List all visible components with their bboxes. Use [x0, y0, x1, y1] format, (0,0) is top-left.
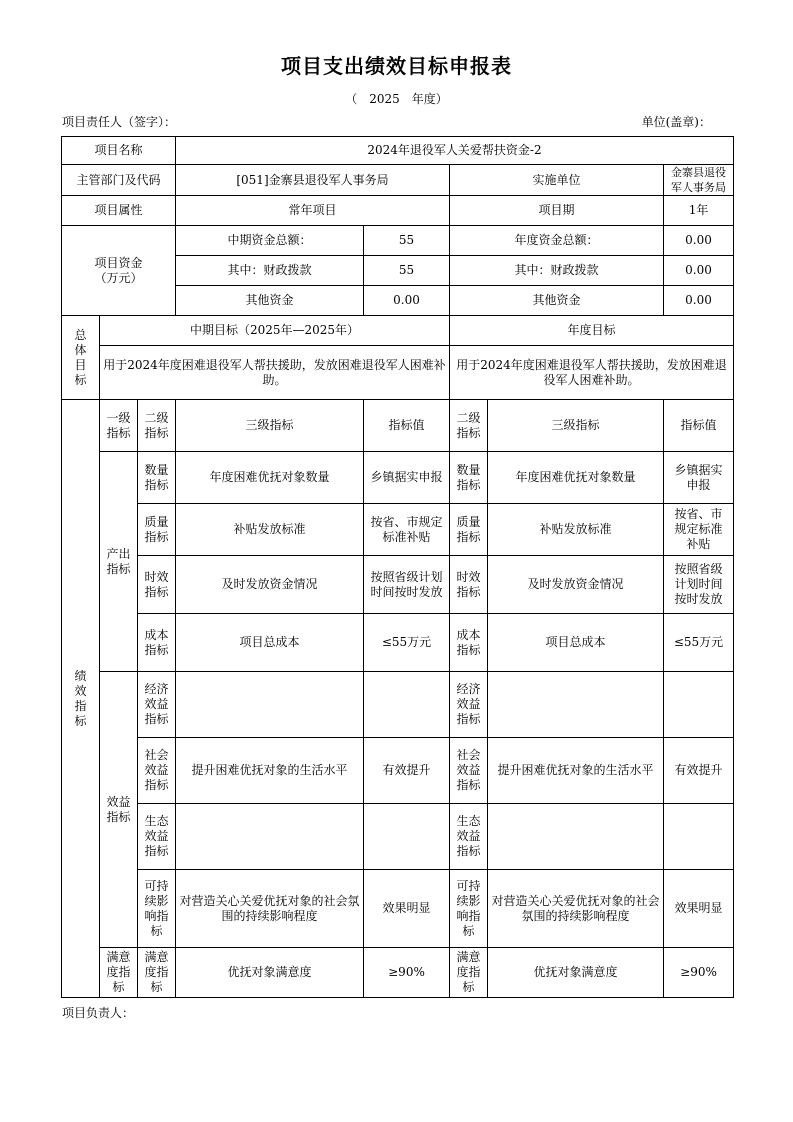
level2-cell: 生态 效益 指标: [138, 804, 176, 870]
level3-cell-year: 对营造关心关爱优抚对象的社会氛围的持续影响程度: [488, 870, 664, 948]
value-cell: 效果明显: [364, 870, 450, 948]
level2-cell-year: 数量 指标: [450, 452, 488, 504]
level3-cell-year: 提升困难优抚对象的生活水平: [488, 738, 664, 804]
responsible-signature-label: 项目责任人（签字）：: [62, 115, 177, 129]
fiscal-year: （ 2025 年度）: [345, 92, 448, 106]
project-period-label: 项目期: [450, 196, 664, 226]
level2-cell-year: 社会 效益 指标: [450, 738, 488, 804]
level2-cell-year: 可持 续影 响指 标: [450, 870, 488, 948]
year-total-value: 0.00: [664, 226, 734, 256]
value-cell-year: 乡镇据实 申报: [664, 452, 734, 504]
level3-header: 三级指标: [176, 400, 364, 452]
mid-other-value: 0.00: [364, 286, 450, 316]
impl-unit-value: 金寨县退役军人事务局: [664, 165, 734, 196]
level3-cell: [176, 672, 364, 738]
performance-char: 效: [74, 683, 87, 698]
performance-char: 标: [74, 713, 87, 728]
mid-fiscal-label: 其中：财政拨款: [176, 256, 364, 286]
level3-cell-year: 年度困难优抚对象数量: [488, 452, 664, 504]
mid-total-value: 55: [364, 226, 450, 256]
year-goal-header: 年度目标: [450, 316, 734, 346]
level3-cell: [176, 804, 364, 870]
level3-cell-year: [488, 804, 664, 870]
overall-goal-char: 标: [74, 372, 87, 387]
value-cell-year: 按照省级 计划时间 按时发放: [664, 556, 734, 614]
overall-goal-char: 目: [74, 357, 87, 372]
value-cell-year: ≤55万元: [664, 614, 734, 672]
dept-value: [051]金寨县退役军人事务局: [176, 165, 450, 196]
level3-cell: 提升困难优抚对象的生活水平: [176, 738, 364, 804]
level2-cell-year: 经济 效益 指标: [450, 672, 488, 738]
project-leader-label: 项目负责人：: [62, 1006, 135, 1020]
overall-goal-label: [62, 316, 100, 400]
level3-cell: 及时发放资金情况: [176, 556, 364, 614]
level2-cell: 质量 指标: [138, 504, 176, 556]
level2-header: 二级 指标: [138, 400, 176, 452]
level3-cell-year: [488, 672, 664, 738]
mid-total-label: 中期资金总额：: [176, 226, 364, 256]
value-cell-year: [664, 804, 734, 870]
value-cell: 乡镇据实申报: [364, 452, 450, 504]
value-cell: 有效提升: [364, 738, 450, 804]
year-total-label: 年度资金总额：: [450, 226, 664, 256]
level2-cell-year: 质量 指标: [450, 504, 488, 556]
level3-header-year: 三级指标: [488, 400, 664, 452]
performance-goal-table: [61, 136, 734, 998]
level2-cell: 成本 指标: [138, 614, 176, 672]
level2-cell-year: 生态 效益 指标: [450, 804, 488, 870]
level2-cell: 满意 度指 标: [138, 948, 176, 998]
level2-cell-year: 时效 指标: [450, 556, 488, 614]
page-title: 项目支出绩效目标申报表: [281, 54, 512, 78]
overall-goal-char: 总: [74, 327, 87, 342]
value-cell-year: [664, 672, 734, 738]
mid-other-label: 其他资金: [176, 286, 364, 316]
mid-goal-header: 中期目标（2025年—2025年）: [100, 316, 450, 346]
dept-label: 主管部门及代码: [62, 165, 176, 196]
performance-char: 绩: [74, 668, 87, 683]
year-fiscal-label: 其中：财政拨款: [450, 256, 664, 286]
value-cell-year: 有效提升: [664, 738, 734, 804]
level2-cell: 数量 指标: [138, 452, 176, 504]
year-other-value: 0.00: [664, 286, 734, 316]
year-goal-text: 用于2024年度困难退役军人帮扶援助，发放困难退役军人困难补助。: [450, 346, 734, 400]
project-name-label: 项目名称: [62, 137, 176, 165]
impl-unit-label: 实施单位: [450, 165, 664, 196]
value-cell-year: ≥90%: [664, 948, 734, 998]
level2-header-year: 二级 指标: [450, 400, 488, 452]
value-cell-year: 效果明显: [664, 870, 734, 948]
level2-cell: 经济 效益 指标: [138, 672, 176, 738]
level3-cell: 补贴发放标准: [176, 504, 364, 556]
project-period-value: 1年: [664, 196, 734, 226]
year-other-label: 其他资金: [450, 286, 664, 316]
value-cell: [364, 804, 450, 870]
funds-label-line2: （万元）: [94, 270, 143, 285]
mid-goal-text: 用于2024年度困难退役军人帮扶援助，发放困难退役军人困难补助。: [100, 346, 450, 400]
performance-indicator-label: [62, 400, 100, 998]
level2-cell: 社会 效益 指标: [138, 738, 176, 804]
satisfaction-indicator-label: 满意 度指 标: [100, 948, 138, 998]
overall-goal-char: 体: [74, 342, 87, 357]
value-header: 指标值: [364, 400, 450, 452]
level3-cell: 项目总成本: [176, 614, 364, 672]
level3-cell-year: 优抚对象满意度: [488, 948, 664, 998]
mid-fiscal-value: 55: [364, 256, 450, 286]
value-cell: 按省、市规定 标准补贴: [364, 504, 450, 556]
value-cell: [364, 672, 450, 738]
level3-cell: 对营造关心关爱优抚对象的社会氛围的持续影响程度: [176, 870, 364, 948]
output-indicator-label: 产出 指标: [100, 452, 138, 672]
level2-cell: 时效 指标: [138, 556, 176, 614]
level2-cell-year: 满意 度指 标: [450, 948, 488, 998]
value-cell-year: 按省、市 规定标准 补贴: [664, 504, 734, 556]
project-attr-label: 项目属性: [62, 196, 176, 226]
funds-label-line1: 项目资金: [94, 255, 143, 270]
funds-label: [62, 226, 176, 316]
performance-char: 指: [74, 698, 87, 713]
value-cell: 按照省级计划 时间按时发放: [364, 556, 450, 614]
level3-cell-year: 项目总成本: [488, 614, 664, 672]
level2-cell: 可持 续影 响指 标: [138, 870, 176, 948]
benefit-indicator-label: 效益 指标: [100, 672, 138, 948]
project-attr-value: 常年项目: [176, 196, 450, 226]
value-cell: ≥90%: [364, 948, 450, 998]
level3-cell-year: 补贴发放标准: [488, 504, 664, 556]
year-fiscal-value: 0.00: [664, 256, 734, 286]
level2-cell-year: 成本 指标: [450, 614, 488, 672]
level1-header: 一级 指标: [100, 400, 138, 452]
value-header-year: 指标值: [664, 400, 734, 452]
level3-cell: 年度困难优抚对象数量: [176, 452, 364, 504]
level3-cell-year: 及时发放资金情况: [488, 556, 664, 614]
unit-seal-label: 单位(盖章)：: [641, 115, 711, 129]
level3-cell: 优抚对象满意度: [176, 948, 364, 998]
value-cell: ≤55万元: [364, 614, 450, 672]
project-name-value: 2024年退役军人关爱帮扶资金-2: [176, 137, 734, 165]
